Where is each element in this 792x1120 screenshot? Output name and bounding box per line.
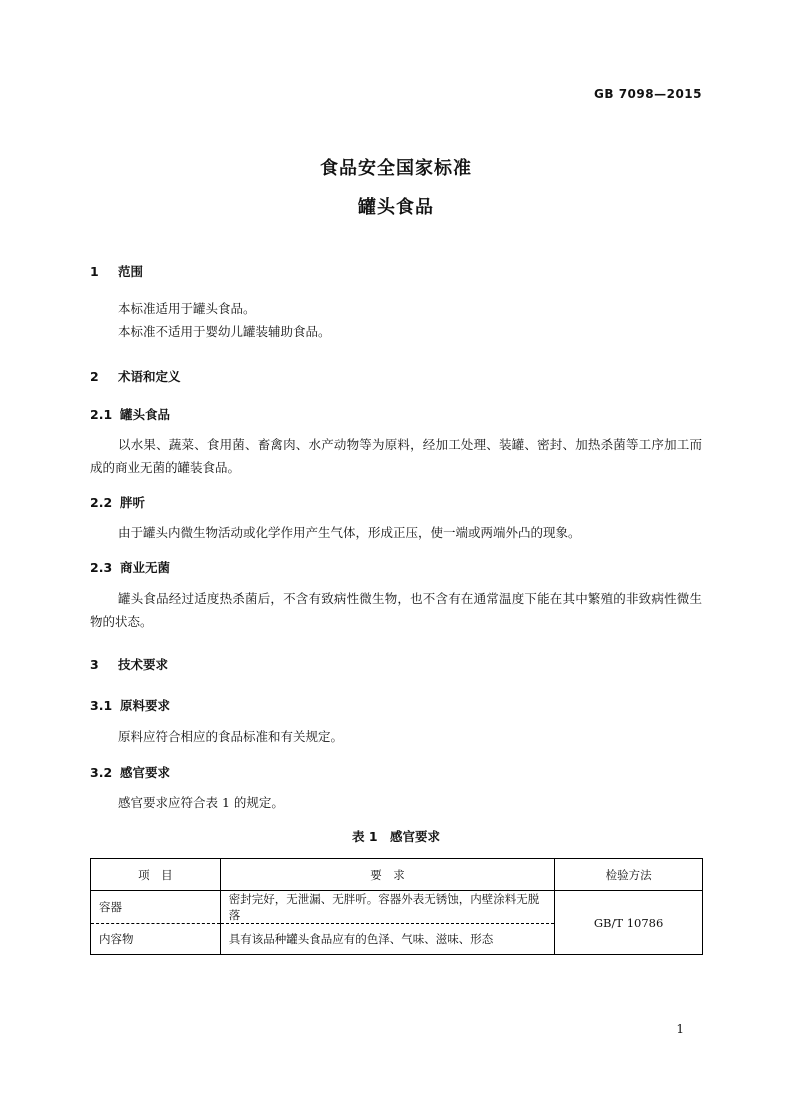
inspection-method: GB/T 10786 — [593, 915, 664, 930]
section-1-heading — [90, 262, 143, 280]
section-title: 胖听 — [120, 495, 146, 510]
sensory-requirements-table — [90, 858, 703, 955]
section-2-2-heading — [90, 493, 145, 511]
section-number: 3.1 — [90, 698, 113, 713]
section-2-2-paragraph: 由于罐头内微生物活动或化学作用产生气体，形成正压，使一端或两端外凸的现象。 — [118, 525, 581, 540]
section-3-heading — [90, 655, 168, 673]
section-2-3-heading — [90, 558, 170, 576]
section-2-3-paragraph: 罐头食品经过适度热杀菌后，不含有致病性微生物，也不含有在通常温度下能在其中繁殖的非致病性微生物的状态。 — [90, 591, 702, 629]
section-number: 2 — [90, 369, 99, 384]
document-title: 食品安全国家标准 — [320, 158, 472, 179]
section-number: 3 — [90, 657, 99, 672]
section-title: 原料要求 — [120, 698, 171, 713]
table-row — [91, 891, 703, 924]
section-1-paragraph-2: 本标准不适用于婴幼儿罐装辅助食品。 — [118, 324, 331, 339]
row-requirement: 密封完好，无泄漏、无胖听。容器外表无锈蚀，内壁涂料无脱落 — [220, 891, 554, 924]
section-2-1-heading — [90, 405, 170, 423]
section-number: 3.2 — [90, 765, 113, 780]
section-title: 商业无菌 — [120, 560, 171, 575]
section-title: 术语和定义 — [118, 369, 181, 384]
row-item: 容器 — [91, 891, 221, 924]
section-3-2-heading — [90, 763, 170, 781]
section-title: 罐头食品 — [120, 407, 171, 422]
section-2-1-paragraph: 以水果、蔬菜、食用菌、畜禽肉、水产动物等为原料，经加工处理、装罐、密封、加热杀菌等工序加工而成的商业无菌的罐装食品。 — [90, 437, 702, 475]
section-number: 2.2 — [90, 495, 113, 510]
header-requirement: 要 求 — [220, 859, 554, 891]
row-item: 内容物 — [91, 924, 221, 955]
section-number: 2.1 — [90, 407, 113, 422]
section-1-paragraph-1: 本标准适用于罐头食品。 — [118, 301, 256, 316]
section-2-heading — [90, 367, 181, 385]
section-3-1-paragraph: 原料应符合相应的食品标准和有关规定。 — [118, 729, 344, 744]
header-item: 项 目 — [91, 859, 221, 891]
standard-code: GB 7098—2015 — [594, 87, 702, 101]
page-number: 1 — [676, 1022, 684, 1036]
section-3-2-paragraph: 感官要求应符合表 1 的规定。 — [118, 795, 284, 810]
section-title: 技术要求 — [118, 657, 169, 672]
table-header-row — [91, 859, 703, 891]
section-number: 2.3 — [90, 560, 113, 575]
header-method: 检验方法 — [555, 859, 703, 891]
table-1-caption: 表 1 感官要求 — [351, 829, 441, 844]
section-title: 范围 — [118, 264, 144, 279]
section-3-1-heading — [90, 696, 170, 714]
section-title: 感官要求 — [120, 765, 171, 780]
document-subtitle: 罐头食品 — [358, 197, 434, 218]
row-requirement: 具有该品种罐头食品应有的色泽、气味、滋味、形态 — [220, 924, 554, 955]
section-number: 1 — [90, 264, 99, 279]
